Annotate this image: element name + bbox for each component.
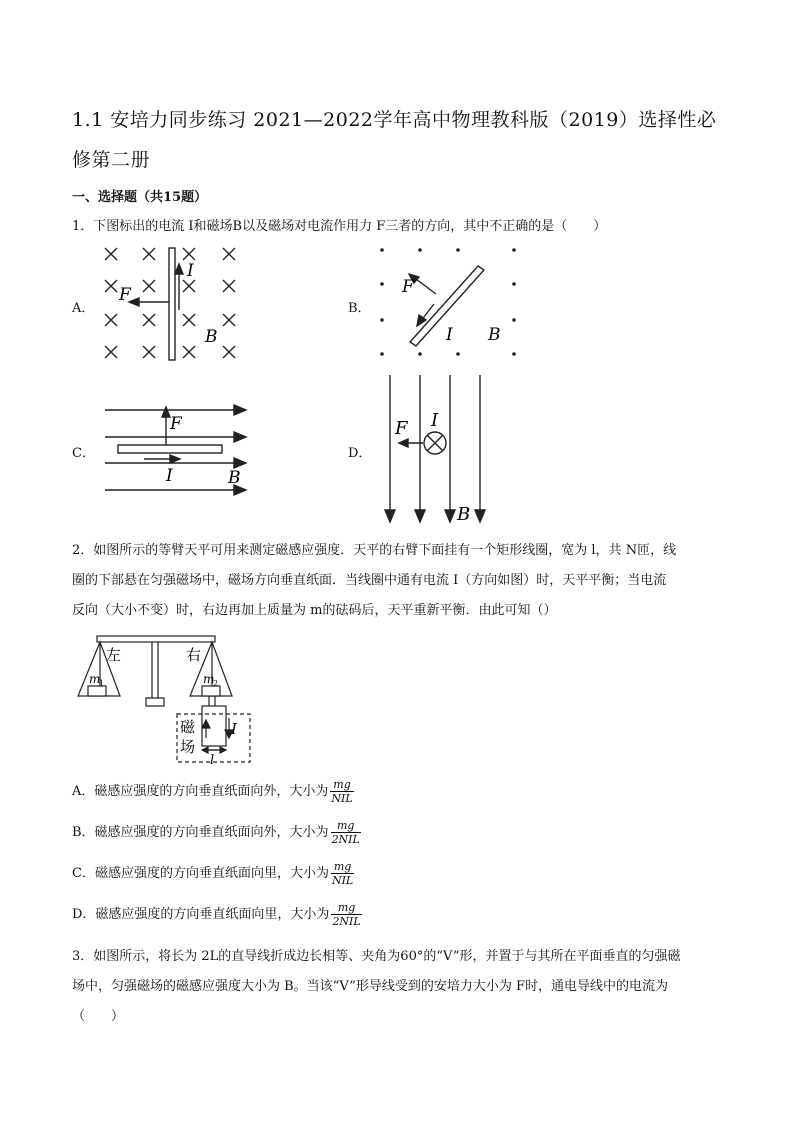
label-b: B [205, 327, 218, 347]
option-text: D．磁感应强度的方向垂直纸面向里，大小为 [72, 907, 330, 922]
q1-option-b-label: B． [348, 301, 371, 316]
q1-option-a-label: A． [72, 301, 95, 316]
label-m1: m [89, 672, 101, 686]
option-text: A．磁感应强度的方向垂直纸面向外，大小为 [72, 784, 329, 799]
label-f: F [119, 285, 131, 305]
label-i: I [187, 261, 194, 281]
question-3-stem-line2: 场中，匀强磁场的磁感应强度大小为 B。当该“V”形导线受到的安培力大小为 F时，通电导线中的电流为 [72, 979, 668, 994]
q1-figure-c [100, 395, 260, 500]
question-2-stem-line1: 2．如图所示的等臂天平可用来测定磁感应强度．天平的右臂下面挂有一个矩形线圈，宽为 l，共 N匝，线 [72, 543, 677, 558]
label-left: 左 [106, 646, 122, 664]
section-heading: 一、选择题（共15题） [72, 190, 208, 205]
label-m2-sub: 2 [213, 679, 219, 688]
fraction-denominator: NIL [331, 874, 354, 887]
q1-figure-b [370, 240, 530, 365]
question-3-stem-line1: 3．如图所示，将长为 2L的直导线折成边长相等、夹角为60°的“V”形，并置于与其所在平面垂直的匀强磁 [72, 949, 681, 964]
fraction-numerator: mg [331, 901, 361, 915]
fraction-numerator: mg [330, 778, 353, 792]
label-current: I [231, 720, 237, 738]
q2-balance-figure [72, 630, 262, 765]
option-text: C．磁感应强度的方向垂直纸面向里，大小为 [72, 866, 329, 881]
q2-option-a [72, 778, 354, 805]
fraction-denominator: 2NIL [332, 915, 361, 928]
question-3-stem-line3: （ ） [72, 1009, 125, 1024]
label-m1-sub: 1 [99, 679, 105, 688]
label-b: B [228, 468, 241, 488]
label-f: F [395, 418, 408, 439]
question-2-stem-line3: 反向（大小不变）时，右边再加上质量为 m的砝码后，天平重新平衡．由此可知（） [72, 603, 557, 618]
q2-option-d [72, 901, 362, 928]
q2-option-c [72, 860, 354, 887]
label-field-2: 场 [180, 738, 196, 756]
question-2-stem-line2: 圈的下部悬在匀强磁场中，磁场方向垂直纸面．当线圈中通有电流 I（方向如图）时，天平平衡；当电流 [72, 573, 667, 588]
q1-option-d-label: D． [348, 446, 372, 461]
label-width: l [210, 753, 215, 765]
label-f: F [170, 414, 182, 434]
fraction-numerator: mg [331, 860, 354, 874]
label-f: F [402, 277, 414, 297]
q1-figure-d [375, 370, 505, 530]
fraction [330, 778, 353, 805]
fraction [331, 901, 361, 928]
document-title: 1.1 安培力同步练习 2021—2022学年高中物理教科版（2019）选择性必修第二册 [72, 109, 717, 171]
fraction-denominator: NIL [331, 792, 353, 805]
label-m2: m [203, 672, 215, 686]
fraction-denominator: 2NIL [331, 833, 360, 846]
label-i: I [431, 410, 439, 431]
q1-figure-a [95, 240, 255, 365]
label-i: I [166, 466, 173, 486]
label-field-1: 磁 [180, 718, 196, 736]
fraction [331, 819, 361, 846]
option-text: B．磁感应强度的方向垂直纸面向外，大小为 [72, 825, 329, 840]
label-b: B [488, 325, 501, 345]
q1-option-c-label: C． [72, 446, 95, 461]
label-b: B [457, 504, 471, 525]
question-1-stem: 1．下图标出的电流 I和磁场B以及磁场对电流作用力 F三者的方向，其中不正确的是（ ） [72, 219, 607, 234]
fraction-numerator: mg [331, 819, 361, 833]
label-right: 右 [186, 646, 202, 664]
label-i: I [446, 325, 453, 345]
fraction [331, 860, 354, 887]
q2-option-b [72, 819, 361, 846]
